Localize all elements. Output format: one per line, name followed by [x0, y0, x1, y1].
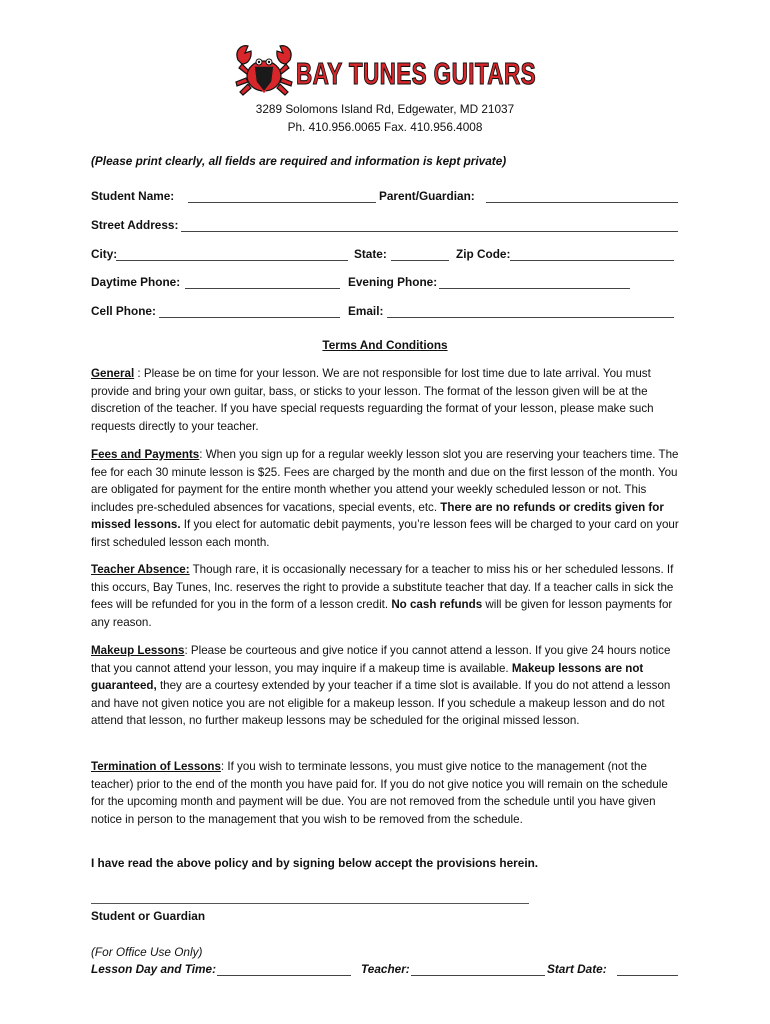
row-phones: [91, 274, 681, 292]
student-name-field[interactable]: [188, 202, 376, 203]
form-instructions: (Please print clearly, all fields are required and information is kept private): [91, 154, 507, 168]
signature-label: Student or Guardian: [91, 909, 206, 923]
terms-fees: [91, 446, 683, 552]
no-cash-refunds-note: No cash refunds: [391, 598, 483, 612]
lesson-day-time-label: Lesson Day and Time:: [91, 962, 216, 976]
makeup-text: : Please be courteous and give notice if you cannot attend a lesson. If you give 24 hours notice that you cannot attend your lesson, you may inquire if a makeup time is available.: [91, 644, 671, 675]
cell-phone-field[interactable]: [159, 317, 340, 318]
terms-makeup-lessons: [91, 642, 683, 730]
teacher-label: Teacher:: [361, 962, 410, 976]
makeup-text-2: they are a courtesy extended by your teacher if a time slot is available. If you do not attend a lesson and have not given notice you are not eligible for a makeup lesson. If you schedule a makeup lesson and do not attend that lesson, no further makeup lessons may be scheduled for the original missed lesson.: [91, 679, 671, 728]
daytime-phone-field[interactable]: [185, 288, 340, 289]
no-refunds-note: There are no refunds or credits given for missed lessons.: [91, 500, 664, 532]
termination-text: : If you wish to terminate lessons, you must give notice to the management (not the teacher) prior to the end of the month you have paid for. If you do not give notice you will remain on the schedule for the upcoming month and payment will be due. You are not removed from the schedule until you have given notice in person to the management that you wish to be removed from the schedule.: [91, 760, 668, 826]
absence-text-2: will be given for lesson payments for any reason.: [91, 598, 673, 629]
row-city-state-zip: [91, 246, 681, 264]
general-text: : Please be on time for your lesson. We are not responsible for lost time due to late arrival. You must provide and bring your own guitar, bass, or sticks to your lesson. The format of the lesson given will be at the discretion of the teacher. If you have special requests reguarding the format of your lesson, please make such requests directly to your teacher.: [91, 367, 654, 433]
terms-heading: Terms And Conditions: [322, 338, 448, 352]
fees-text-2: If you elect for automatic debit payments, you’re lesson fees will be charged to your card on your first scheduled lesson each month.: [91, 518, 679, 549]
city-field[interactable]: [116, 260, 348, 261]
email-field[interactable]: [387, 317, 674, 318]
city-label: City:: [91, 247, 118, 261]
terms-teacher-absence: [91, 561, 683, 631]
logo-text: BAY TUNES GUITARS: [296, 56, 536, 91]
bay-tunes-logo: [232, 42, 540, 100]
evening-phone-field[interactable]: [439, 288, 630, 289]
email-label: Email:: [348, 304, 384, 318]
agreement-statement: I have read the above policy and by signing below accept the provisions herein.: [91, 856, 539, 870]
office-use-note: (For Office Use Only): [91, 945, 203, 959]
start-date-label: Start Date:: [547, 962, 607, 976]
parent-guardian-label: Parent/Guardian:: [379, 189, 475, 203]
student-name-label: Student Name:: [91, 189, 175, 203]
evening-phone-label: Evening Phone:: [348, 275, 438, 289]
zip-code-label: Zip Code:: [456, 247, 511, 261]
general-title: General: [91, 367, 135, 380]
terms-general: [91, 365, 683, 435]
street-address-field[interactable]: [181, 231, 678, 232]
terms-termination: [91, 758, 683, 828]
store-address: 3289 Solomons Island Rd, Edgewater, MD 21037: [255, 102, 515, 116]
daytime-phone-label: Daytime Phone:: [91, 275, 181, 289]
termination-title: Termination of Lessons: [91, 760, 221, 773]
zip-code-field[interactable]: [510, 260, 674, 261]
teacher-field[interactable]: [411, 975, 545, 976]
parent-guardian-field[interactable]: [486, 202, 678, 203]
row-street-address: [91, 217, 681, 235]
state-field[interactable]: [391, 260, 449, 261]
fees-title: Fees and Payments: [91, 448, 200, 461]
street-address-label: Street Address:: [91, 218, 179, 232]
cell-phone-label: Cell Phone:: [91, 304, 156, 318]
absence-title: Teacher Absence:: [91, 563, 190, 576]
lesson-day-time-field[interactable]: [217, 975, 351, 976]
row-student-parent: [91, 188, 681, 206]
signature-field[interactable]: [91, 903, 529, 904]
absence-text: Though rare, it is occasionally necessary for a teacher to miss his or her scheduled lessons. If this occurs, Bay Tunes, Inc. reserves the right to provide a substitute teacher that day. If a teacher calls in sick the fees will be refunded for you in the form of a lesson credit.: [91, 563, 674, 612]
store-phone-fax: Ph. 410.956.0065 Fax. 410.956.4008: [287, 120, 483, 134]
state-label: State:: [354, 247, 387, 261]
makeup-title: Makeup Lessons: [91, 644, 185, 657]
makeup-not-guaranteed-note: Makeup lessons are not guaranteed,: [91, 661, 644, 693]
start-date-field[interactable]: [617, 975, 678, 976]
row-cell-email: [91, 303, 681, 321]
fees-text: : When you sign up for a regular weekly lesson slot you are reserving your teachers time. The fee for each 30 minute lesson is $25. Fees are charged by the month and due on the first lesson of the month. You are obligated for payment for the entire month whether you attend your weekly scheduled lesson or not. This includes pre-scheduled absences for vacations, special events, etc.: [91, 448, 679, 514]
row-office-use: [91, 961, 691, 979]
